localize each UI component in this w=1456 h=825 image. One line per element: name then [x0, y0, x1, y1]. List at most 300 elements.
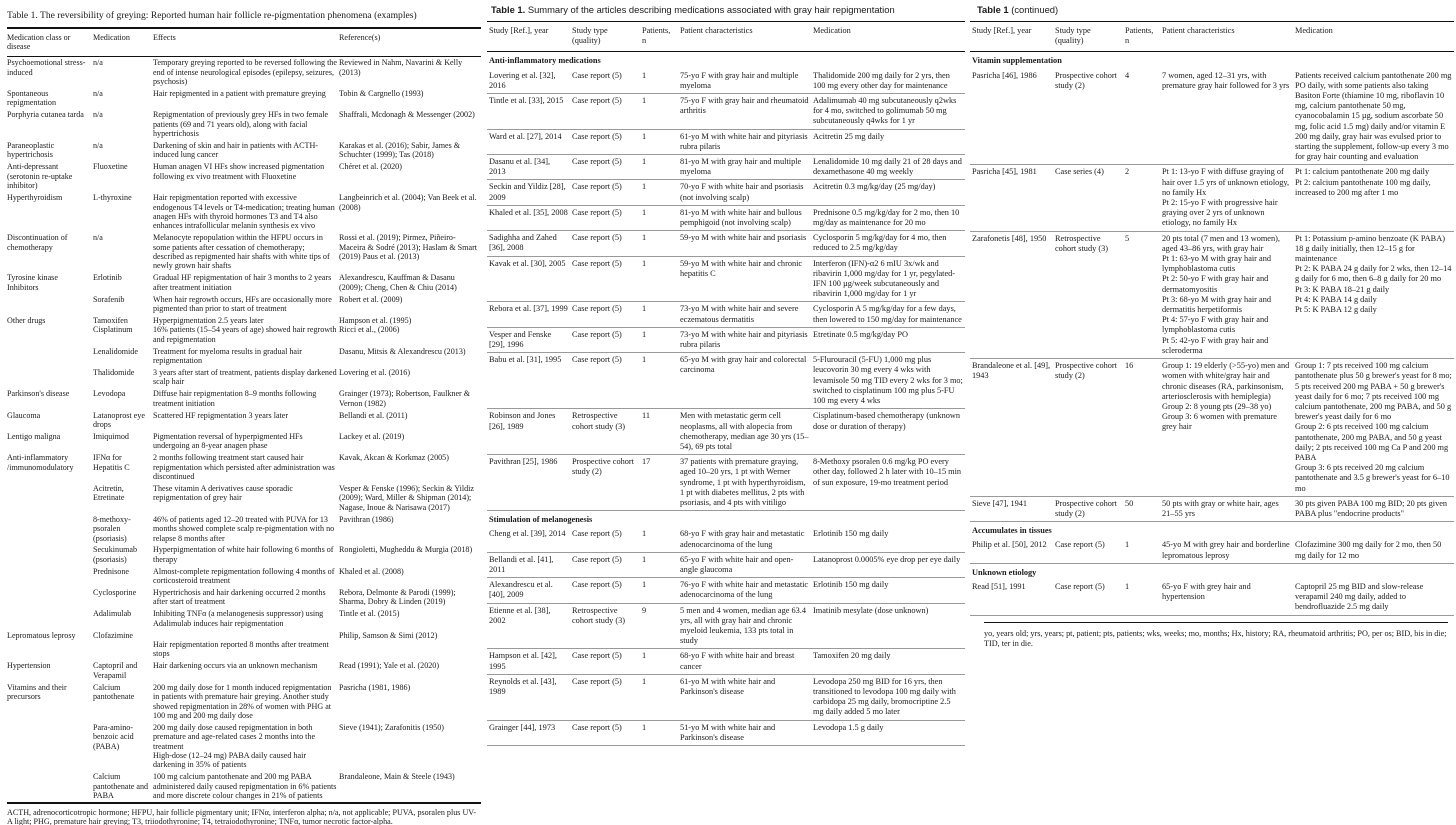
- table-cell: 59-yo M with white hair and psoriasis: [680, 233, 807, 243]
- table-cell: Pasricha [46], 1986: [972, 70, 1037, 80]
- table-cell: 7 women, aged 12–31 yrs, with premature gray hair followed for 3 yrs: [1162, 70, 1290, 90]
- table-cell: Pigmentation reversal of hyperpigmented HFs undergoing an 8-year anagen phase: [153, 431, 303, 451]
- table-cell: Captopril and Verapamil: [93, 661, 138, 680]
- table-cell: Lovering et al. [32], 2016: [489, 70, 556, 90]
- table-cell: Hair repigmentation reported 8 months after treatment stops: [153, 640, 329, 659]
- table-row: [7, 587, 481, 608]
- table-cell: Bellandi et al. (2011): [339, 410, 408, 420]
- table-cell: Hyperpigmentation of white hair following 6 months of therapy: [153, 545, 334, 564]
- table-cell: Hypertension: [7, 661, 51, 671]
- table-cell: n/a: [93, 233, 103, 243]
- table-cell: Acitretin 25 mg daily: [813, 131, 885, 141]
- table-cell: These vitamin A derivatives cause sporadic repigmentation of grey hair: [153, 483, 294, 503]
- table-cell: Case report (5): [572, 157, 622, 167]
- section-header-row: [487, 52, 965, 69]
- table-cell: 1: [642, 157, 647, 167]
- table-cell: Case report (5): [572, 70, 622, 80]
- table-cell: 75-yo F with gray hair and multiple myeloma: [680, 70, 799, 90]
- table-cell: Alexandrescu et al. [40], 2009: [489, 580, 553, 600]
- table-cell: Hair repigmented in a patient with premature greying: [153, 89, 326, 99]
- table-cell: 200 mg daily dose caused repigmentation in both premature and age-related cases 2 months into the treatment High-dose (12–24 mg) PABA daily caused hair darkening in 35% of patients: [153, 722, 316, 770]
- table-row: [7, 452, 481, 483]
- table-cell: Vesper & Fenske (1996); Seckin & Yildiz (2009); Ward, Miller & Shipman (2014); Nagase, Inoue & Narisawa (2017): [339, 483, 475, 512]
- table-row: [7, 681, 481, 721]
- table-cell: Case report (5): [572, 529, 622, 539]
- table-row: [7, 293, 481, 314]
- table-cell: Retrospective cohort study (3): [1055, 233, 1108, 253]
- table-cell: Case report (5): [572, 676, 622, 686]
- table-row: [487, 649, 965, 674]
- table-header-row: [970, 22, 1454, 52]
- table-cell: Pt 1: calcium pantothenate 200 mg daily Pt 2: calcium pantothenate 100 mg daily, increased to 200 mg after 1 mo: [1295, 167, 1431, 197]
- table-cell: 59-yo M with white hair and chronic hepatitis C: [680, 258, 803, 278]
- table-cell: 5 men and 4 women, median age 63.4 yrs, all with gray hair and chronic myeloid leukemia, 133 pts total in study: [680, 605, 807, 646]
- table-cell: Melanocyte repopulation within the HFPU occurs in some patients after cessation of chemotherapy; described as repigmented hair shafts with white tips of newly grown hair shafts: [153, 233, 330, 271]
- table-cell: 70-yo F with white hair and psoriasis (not involving scalp): [680, 182, 804, 202]
- table-row: [487, 552, 965, 577]
- table-row: [487, 180, 965, 205]
- table-cell: Hampson et al. [42], 1995: [489, 651, 557, 671]
- table-cell: Bellandi et al. [41], 2011: [489, 554, 554, 574]
- table-cell: 65-yo F with grey hair and hypertension: [1162, 581, 1251, 602]
- table-row: [487, 302, 965, 327]
- table-cell: n/a: [93, 110, 103, 120]
- table-cell: Hampson et al. (1995) Ricci et al., (2006): [339, 315, 412, 335]
- table-cell: 1: [642, 96, 647, 106]
- section-title: Vitamin supplementation: [972, 56, 1062, 66]
- table-cell: Pavithran [25], 1986: [489, 457, 558, 467]
- table-cell: Levodopa 250 mg BID for 16 yrs, then transitioned to levodopa 100 mg daily with carbidopa 25 mg daily, bromocriptine 2.5 mg daily added 5 mo later: [813, 676, 956, 717]
- table-cell: Paraneoplastic hypertrichosis: [7, 141, 55, 160]
- table-cell: 75-yo F with gray hair and rheumatoid arthritis: [680, 96, 809, 116]
- column-header: Medication: [813, 26, 851, 35]
- column-header: Study [Ref.], year: [972, 26, 1032, 35]
- table-cell: Etienne et al. [38], 2002: [489, 605, 551, 625]
- table-cell: Parkinson's disease: [7, 389, 70, 399]
- table-cell: Read (1991); Yale et al. (2020): [339, 661, 440, 671]
- table-cell: Imiquimod: [93, 431, 129, 441]
- table-cell: IFNα for Hepatitis C: [93, 453, 130, 472]
- table-cell: 68-yo F with gray hair and metastatic adenocarcinoma of the lung: [680, 529, 805, 549]
- table-cell: [7, 345, 93, 366]
- table-row: [7, 721, 481, 771]
- column-header: Effects: [153, 33, 176, 42]
- table-cell: Interferon (IFN)-α2 6 mIU 3x/wk and ribavirin 1,000 mg/day for 1 yr, pegylated-IFN 100 µg/week subcutaneously and ribavirin 1,000 mg/day for 1 yr: [813, 258, 956, 299]
- table-cell: Case report (5): [572, 329, 622, 339]
- table-cell: Vesper and Fenske [29], 1996: [489, 329, 552, 350]
- table-row: [7, 88, 481, 109]
- table-cell: 1: [642, 131, 647, 141]
- table-cell: Hyperthyroidism: [7, 193, 63, 203]
- table-row: [970, 538, 1454, 563]
- table-cell: Langbeinrich et al. (2004); Van Beek et al. (2008): [339, 193, 477, 212]
- table-cell: 68-yo F with white hair and breast cancer: [680, 651, 795, 671]
- table-cell: 1: [642, 233, 647, 243]
- table-cell: Retrospective cohort study (3): [572, 605, 625, 625]
- table-row: [7, 140, 481, 161]
- table-cell: Kavak et al. [30], 2005: [489, 258, 566, 268]
- table-row: [7, 109, 481, 140]
- table-cell: Karakas et al. (2016); Sabir, James & Schuchter (1999); Tas (2018): [339, 141, 461, 160]
- table-cell: Rebora, Delmonte & Parodi (1999); Sharma, Dobry & Linden (2019): [339, 588, 456, 607]
- table-cell: Zarafonetis [48], 1950: [972, 233, 1047, 243]
- table-cell: 11: [642, 411, 650, 421]
- table-cell: Cheng et al. [39], 2014: [489, 529, 566, 539]
- table-row: [970, 165, 1454, 231]
- table-cell: 1: [1125, 540, 1130, 550]
- table-row: [487, 603, 965, 649]
- table-cell: Para-amino-benzoic acid (PABA): [93, 722, 134, 751]
- table-row: [7, 660, 481, 681]
- table-row: [7, 232, 481, 272]
- table-cell: Rebora et al. [37], 1999: [489, 304, 568, 314]
- table-cell: Robinson and Jones [26], 1989: [489, 411, 556, 431]
- table-cell: 30 pts given PABA 100 mg BID; 20 pts given PABA plus "endocrine products": [1295, 498, 1448, 518]
- table-cell: Cyclosporine: [93, 588, 137, 598]
- table-cell: Levodopa: [93, 389, 126, 399]
- table-cell: Case report (5): [572, 554, 622, 564]
- column-header: Medication class or disease: [7, 33, 71, 52]
- table-row: [970, 359, 1454, 497]
- table-cell: 37 patients with premature graying, aged 10–20 yrs, 1 pt with Werner syndrome, 1 pt with hyperthyroidism, 1 pt with diabetes mellitus, 2 pts with psoriasis, and 4 pts with vitiligo: [680, 457, 806, 507]
- table-row: [970, 496, 1454, 521]
- table-row: [487, 129, 965, 154]
- table-row: [7, 272, 481, 293]
- table-cell: Rongioletti, Mugheddu & Murgia (2018): [339, 545, 473, 555]
- table-cell: [7, 513, 93, 544]
- table-cell: 1: [642, 329, 647, 339]
- table-panel-medications-continued: [970, 0, 1456, 825]
- table-row: [7, 513, 481, 544]
- table-row: [487, 69, 965, 94]
- table-cell: Pavithran (1986): [339, 514, 394, 524]
- table-cell: 5: [1125, 233, 1130, 243]
- reversibility-table: [7, 27, 481, 804]
- table-cell: Case series (4): [1055, 167, 1104, 177]
- table-cell: Case report (5): [1055, 540, 1105, 550]
- table-cell: Tobin & Cargnello (1993): [339, 89, 424, 99]
- table-cell: 1: [642, 182, 647, 192]
- table-cell: When hair regrowth occurs, HFs are occasionally more pigmented than prior to start of treatment: [153, 294, 332, 314]
- table-cell: 3 years after start of treatment, patients display darkened scalp hair: [153, 368, 337, 387]
- table-cell: 20 pts total (7 men and 13 women), aged 43–86 yrs, with gray hair Pt 1: 63-yo M with gray hair and lymphoblastoma cutis Pt 2: 50-yo F with gray hair and dermatomyositis Pt 3: 68-yo M with gray hair and dermatitis herpetiformis Pt 4: 57-yo F with gray hair and lymphoblastoma cutis Pt 5: 42-yo F with gray hair and scleroderma: [1162, 233, 1280, 355]
- table-cell: Other drugs: [7, 315, 46, 325]
- table-cell: Patients received calcium pantothenate 200 mg PO daily, with some patients also taking Basiton Forte (thiamine 10 mg, riboflavin 10 mg, calcium pantothenate 50 mg, cyanocobalamin 15 µg, sodium ascorbate 50 mg, folic acid 1.5 mg) daily and/or vitamin E 200 mg daily, gray hair was evulsed prior to starting the supplement, follow-up every 3 mo for gray hair counting and evaluation: [1295, 70, 1452, 162]
- column-header: Study type (quality): [1055, 26, 1091, 46]
- table-header-row: [487, 22, 965, 52]
- column-header: Patients, n: [642, 26, 671, 46]
- table-row: [487, 256, 965, 302]
- table-cell: n/a: [93, 141, 103, 151]
- table-cell: Erlotinib 150 mg daily: [813, 529, 889, 539]
- table-panel-reversibility: [0, 0, 483, 825]
- table-cell: Anti-inflammatory /immunomodulatory: [7, 453, 74, 472]
- table-row: [487, 720, 965, 745]
- column-header: Reference(s): [339, 33, 381, 42]
- table-cell: Porphyria cutanea tarda: [7, 110, 84, 120]
- table-cell: 1: [642, 580, 647, 590]
- table-cell: n/a: [93, 58, 103, 68]
- table-cell: [7, 608, 93, 629]
- table-caption: Table 1 (continued): [977, 4, 1059, 15]
- table-footnote: ACTH, adrenocorticotropic hormone; HFPU, hair follicle pigmentary unit; IFNα, interferon alpha; n/a, not applicable; PUVA, psoralen plus UV-A light; PHG, premature hair greying; T3, triiodothyronine; T4, tetraiodothyronine; TNFα, tumor necrotic factor-alpha.: [7, 807, 477, 825]
- table-cell: 1: [642, 722, 647, 732]
- table-cell: Grainger (1973); Robertson, Faulkner & Vernon (1982): [339, 389, 471, 408]
- table-row: [487, 94, 965, 130]
- table-cell: Prednisone 0.5 mg/kg/day for 2 mo, then 10 mg/day as maintenance for 20 mo: [813, 207, 960, 228]
- table-cell: [7, 482, 93, 513]
- table-cell: Case report (5): [572, 96, 622, 106]
- table-cell: Discontinuation of chemotherapy: [7, 233, 68, 252]
- section-header-row: [970, 563, 1454, 580]
- table-cell: Lovering et al. (2016): [339, 368, 411, 377]
- table-cell: Spontaneous repigmentation: [7, 89, 56, 108]
- table-cell: Lenalidomide: [93, 346, 138, 356]
- table-cell: 2: [1125, 167, 1130, 177]
- column-header: Medication: [1295, 26, 1333, 35]
- table-cell: 1: [642, 355, 647, 365]
- table-cell: [7, 721, 93, 771]
- table-cell: Thalidomide 200 mg daily for 2 yrs, then 100 mg every other day for maintenance: [813, 70, 950, 90]
- table-cell: Anti-depressant (serotonin re-uptake inhibitor): [7, 162, 73, 191]
- table-cell: 1: [642, 651, 647, 661]
- table-cell: Rossi et al. (2019); Pirmez, Piñeiro-Maceira & Sodré (2013); Haslam & Smart (2019) Paus et al. (2013): [339, 233, 478, 262]
- table-cell: 51-yo M with white hair and Parkinson's disease: [680, 722, 776, 742]
- table-row: [487, 205, 965, 230]
- table-cell: Sieve [47], 1941: [972, 498, 1028, 508]
- table-row: [487, 353, 965, 409]
- table-row: [7, 430, 481, 451]
- table-cell: 8-methoxy-psoralen (psoriasis): [93, 514, 131, 543]
- table-cell: 4: [1125, 70, 1130, 80]
- table-cell: 16: [1125, 361, 1134, 371]
- table-cell: Robert et al. (2009): [339, 294, 403, 304]
- table-row: [487, 327, 965, 352]
- table-cell: Reviewed in Nahm, Navarini & Kelly (2013): [339, 58, 463, 77]
- table-row: [487, 578, 965, 603]
- table-cell: Alexandrescu, Kauffman & Dasanu (2009); Cheng, Chen & Chiu (2014): [339, 273, 457, 292]
- table-cell: Case report (5): [572, 651, 622, 661]
- table-cell: 1: [642, 304, 647, 314]
- table-cell: Case report (5): [572, 233, 622, 243]
- table-row: [7, 367, 481, 388]
- table-cell: Adalimulab: [93, 609, 132, 619]
- table-cell: 65-yo F with white hair and open-angle glaucoma: [680, 554, 794, 574]
- table-cell: Erlotinib: [93, 273, 122, 283]
- table-cell: 45-yo M with grey hair and borderline lepromatous leprosy: [1162, 540, 1290, 560]
- table-cell: Cisplatinum-based chemotherapy (unknown dose or duration of therapy): [813, 411, 961, 431]
- table-cell: Latanoprost 0.0005% eye drop per eye daily: [813, 554, 961, 564]
- table-cell: 65-yo M with gray hair and colorectal carcinoma: [680, 355, 807, 375]
- section-title: Unknown etiology: [972, 567, 1037, 577]
- table-cell: Inhibiting TNFα (a melanogenesis suppressor) using Adalimulab induces hair repigmentation: [153, 609, 324, 628]
- table-cell: Treatment for myeloma results in gradual hair repigmentation: [153, 346, 302, 366]
- table-cell: 1: [642, 676, 647, 686]
- table-cell: Pasricha (1981, 1986): [339, 682, 411, 692]
- table-cell: 1: [642, 554, 647, 564]
- table-cell: 50 pts with gray or white hair, ages 21–55 yrs: [1162, 498, 1279, 518]
- table-cell: Kavak, Akcan & Korkmaz (2005): [339, 453, 449, 463]
- table-cell: Cyclosporin 5 mg/kg/day for 4 mo, then reduced to 2.5 mg/kg/day: [813, 233, 947, 253]
- table-row: [487, 231, 965, 256]
- column-header: Medication: [93, 33, 130, 42]
- table-cell: 2 months following treatment start caused hair repigmentation which persisted after administration was discontinued: [153, 453, 335, 482]
- table-cell: Pasricha [45], 1981: [972, 167, 1037, 177]
- table-cell: Lackey et al. (2019): [339, 431, 405, 441]
- table-row: [7, 629, 481, 660]
- table-cell: Case report (5): [572, 580, 622, 590]
- table-cell: Thalidomide: [93, 368, 135, 377]
- table-cell: 1: [642, 529, 647, 539]
- table-cell: Case report (5): [1055, 581, 1105, 591]
- table-cell: Philip, Samson & Simi (2012): [339, 630, 438, 640]
- table-cell: Scattered HF repigmentation 3 years later: [153, 410, 289, 420]
- table-cell: Case report (5): [572, 355, 622, 365]
- table-cell: 50: [1125, 498, 1134, 508]
- table-cell: Sadighha and Zahed [36], 2008: [489, 233, 557, 253]
- table-cell: 73-yo M with white hair and pityriasis rubra pilaris: [680, 329, 808, 350]
- section-header-row: [970, 52, 1454, 69]
- column-header: Patients, n: [1125, 26, 1154, 46]
- table-cell: Acitretin 0.3 mg/kg/day (25 mg/day): [813, 182, 936, 192]
- table-cell: Dasanu, Mitsis & Alexandrescu (2013): [339, 346, 466, 356]
- table-cell: Clofazimine 300 mg daily for 2 mo, then 50 mg daily for 12 mo: [1295, 540, 1442, 560]
- table-row: [7, 565, 481, 586]
- table-cell: Tamoxifen Cisplatinum: [93, 315, 133, 335]
- table-cell: 9: [642, 605, 647, 615]
- table-caption: Table 1. The reversibility of greying: Reported human hair follicle re-pigmentation phenomena (examples): [7, 10, 417, 21]
- table-cell: Darkening of skin and hair in patients with ACTH-induced lung cancer: [153, 141, 318, 160]
- table-cell: Prospective cohort study (2): [1055, 70, 1117, 90]
- table-row: [7, 771, 481, 803]
- table-cell: Sieve (1941); Zarafonitis (1950): [339, 722, 444, 732]
- table-cell: Khaled et al. (2008): [339, 566, 404, 576]
- table-row: [970, 69, 1454, 165]
- table-row: [7, 482, 481, 513]
- table-cell: 17: [642, 457, 651, 467]
- table-cell: Vitamins and their precursors: [7, 682, 67, 702]
- table-cell: Tintle et al. [33], 2015: [489, 96, 564, 106]
- table-cell: Cyclosporin A 5 mg/kg/day for a few days, then lowered to 150 mg/day for maintenance: [813, 304, 962, 324]
- table-cell: Group 1: 19 elderly (>55-yo) men and women with white/gray hair and chronic diseases (RA, parkinsonism, arteriosclerosis with hemiplegia) Group 2: 8 young pts (29–38 yo) Group 3: 6 women with premature grey hair: [1162, 361, 1290, 432]
- table-cell: Adalimumab 40 mg subcutaneously q2wks for 4 mo, switched to golimumab 50 mg subcutaneously q4wks for 1 yr: [813, 96, 957, 126]
- table-cell: n/a: [93, 89, 103, 99]
- section-header-row: [970, 522, 1454, 539]
- table-cell: [7, 771, 93, 803]
- table-row: [970, 580, 1454, 615]
- table-cell: Case report (5): [572, 182, 622, 192]
- table-cell: Dasanu et al. [34], 2013: [489, 157, 551, 177]
- table-cell: 100 mg calcium pantothenate and 200 mg PABA administered daily caused repigmentation in 6% patients and more discrete colour changes in 21% of patients: [153, 772, 337, 801]
- table-cell: Brandaleone, Main & Steele (1943): [339, 772, 455, 782]
- table-cell: Secukinumab (psoriasis): [93, 545, 138, 564]
- table-cell: 1: [642, 70, 647, 80]
- medications-table: [487, 21, 965, 746]
- table-row: [7, 345, 481, 366]
- table-cell: Case report (5): [572, 207, 622, 217]
- table-cell: Lenalidomide 10 mg daily 21 of 28 days and dexamethasone 40 mg weekly: [813, 157, 962, 177]
- table-cell: Latanoprost eye drops: [93, 410, 145, 430]
- table-cell: Hair darkening occurs via an unknown mechanism: [153, 661, 318, 671]
- table-cell: 8-Methoxy psoralen 0.6 mg/kg PO every other day, followed 2 h later with 10–15 min of sun exposure, 19-mo treatment period: [813, 457, 962, 487]
- table-cell: Calcium pantothenate and PABA: [93, 772, 149, 801]
- table-cell: Case report (5): [572, 722, 622, 732]
- table-row: [7, 544, 481, 565]
- table-cell: Tintle et al. (2015): [339, 609, 400, 619]
- table-row: [487, 409, 965, 455]
- table-cell: Tyrosine kinase Inhibitors: [7, 273, 58, 292]
- table-cell: Clofazimine: [93, 630, 134, 640]
- table-cell: Temporary greying reported to be reversed following the end of intense neurological episodes (epilepsy, seizures, psychosis): [153, 58, 337, 87]
- table-cell: [7, 587, 93, 608]
- table-cell: Brandaleone et al. [49], 1943: [972, 361, 1051, 381]
- table-panel-medications: [484, 0, 965, 825]
- table-cell: 1: [642, 258, 647, 268]
- table-row: [487, 155, 965, 180]
- table-cell: 61-yo M with white hair and Parkinson's disease: [680, 676, 776, 696]
- table-cell: Fluoxetine: [93, 162, 128, 172]
- table-cell: Lentigo maligna: [7, 431, 61, 441]
- table-row: [487, 527, 965, 552]
- table-cell: Khaled et al. [35], 2008: [489, 207, 568, 217]
- table-cell: [7, 293, 93, 314]
- table-cell: 61-yo M with white hair and pityriasis rubra pilaris: [680, 131, 808, 151]
- table-row: [7, 608, 481, 629]
- table-cell: Prospective cohort study (2): [572, 457, 634, 477]
- table-row: [7, 192, 481, 232]
- table-cell: Shaffrali, Mcdonagh & Messenger (2002): [339, 110, 475, 120]
- table-cell: Imatinib mesylate (dose unknown): [813, 605, 929, 615]
- table-cell: Retrospective cohort study (3): [572, 411, 625, 431]
- section-title: Accumulates in tissues: [972, 526, 1052, 536]
- table-cell: Psychoemotional stress-induced: [7, 58, 86, 77]
- table-cell: Men with metastatic germ cell neoplasms, all with alopecia from chemotherapy, median age 30 yrs (15–54), 69 pts total: [680, 411, 809, 451]
- table-row: [7, 56, 481, 87]
- table-cell: Tamoxifen 20 mg daily: [813, 651, 891, 661]
- table-row: [7, 409, 481, 430]
- table-cell: Calcium pantothenate: [93, 682, 135, 702]
- table-cell: 1: [642, 207, 647, 217]
- table-cell: Hair repigmentation reported with excessive endogenous T4 levels or T4-medication; treating human anagen HFs with thyroid hormones T3 and T4 also enhances intrafollicular melanin synthesis ex vivo: [153, 193, 335, 231]
- table-row: [487, 674, 965, 720]
- section-title: Stimulation of melanogenesis: [489, 515, 593, 525]
- table-cell: Repigmentation of previously grey HFs in two female patients (69 and 71 years old), along with facial hypertrichosis: [153, 110, 329, 139]
- table-cell: Case report (5): [572, 304, 622, 314]
- column-header: Study type (quality): [572, 26, 608, 46]
- table-cell: [7, 565, 93, 586]
- table-cell: Reynolds et al. [43], 1989: [489, 676, 557, 696]
- table-cell: Case report (5): [572, 131, 622, 141]
- table-cell: Case report (5): [572, 258, 622, 268]
- table-row: [487, 455, 965, 511]
- table-cell: Gradual HF repigmentation of hair 3 months to 2 years after treatment initiation: [153, 273, 332, 292]
- table-cell: Ward et al. [27], 2014: [489, 131, 562, 141]
- table-cell: Etretinate 0.5 mg/kg/day PO: [813, 329, 908, 339]
- table-cell: 200 mg daily dose for 1 month induced repigmentation in patients with premature hair greying. Another study showed repigmentation in 28% of women with PHG at 100 mg and 200 mg daily dose: [153, 682, 332, 720]
- table-cell: Read [51], 1991: [972, 581, 1026, 591]
- table-row: [7, 161, 481, 192]
- table-cell: [7, 367, 93, 388]
- section-header-row: [487, 511, 965, 528]
- table-cell: Diffuse hair repigmentation 8–9 months following treatment initiation: [153, 389, 317, 408]
- table-cell: Prospective cohort study (2): [1055, 498, 1117, 518]
- table-row: [970, 231, 1454, 358]
- table-cell: Seckin and Yildiz [28], 2009: [489, 182, 566, 202]
- table-footnote: yo, years old; yrs, years; pt, patient; pts, patients; wks, weeks; mo, months; Hx, history; RA, rheumatoid arthritis; PO, per os; BID, bis in die; TID, ter in die.: [984, 622, 1448, 650]
- table-cell: 81-yo M with gray hair and multiple myeloma: [680, 157, 802, 177]
- table-cell: [7, 544, 93, 565]
- table-cell: Hyperpigmentation 2.5 years later 16% patients (15–54 years of age) showed hair regrowth and repigmentation: [153, 315, 337, 344]
